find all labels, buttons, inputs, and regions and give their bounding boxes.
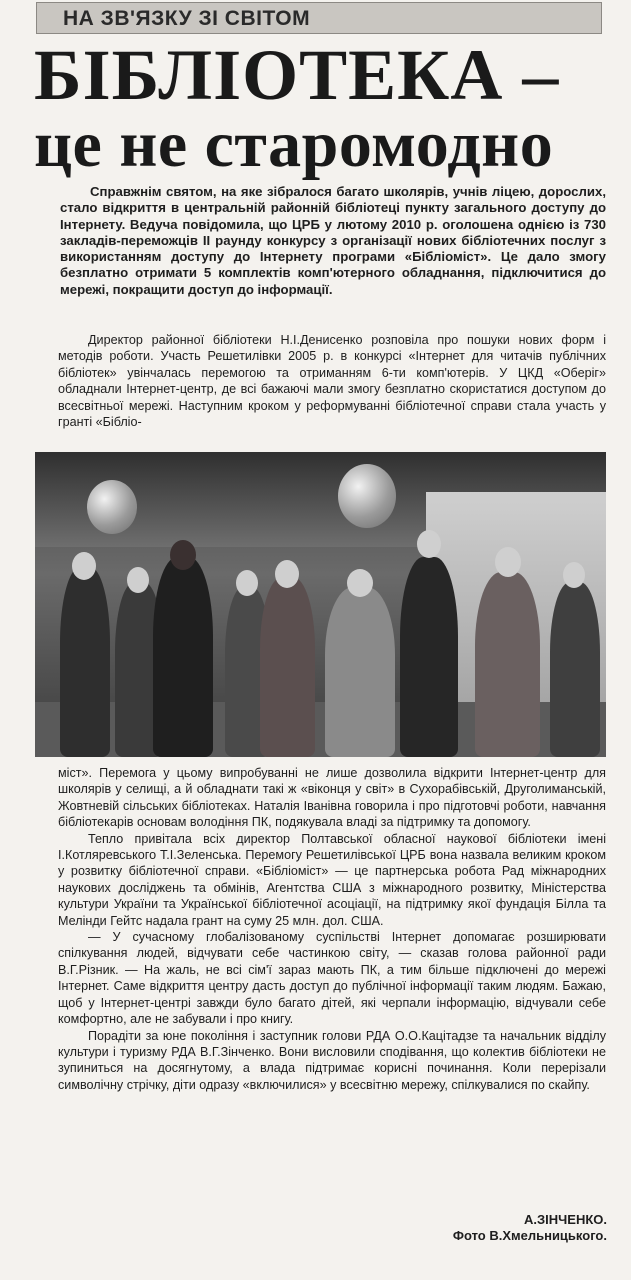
person-head xyxy=(495,547,521,577)
person-head xyxy=(275,560,299,588)
person-figure xyxy=(325,587,395,757)
author-signature: А.ЗІНЧЕНКО. xyxy=(524,1212,607,1227)
photo-credit: Фото В.Хмельницького. xyxy=(452,1228,607,1243)
body-column-top xyxy=(58,332,606,430)
person-head xyxy=(72,552,96,580)
person-figure xyxy=(60,567,110,757)
body-column-bottom xyxy=(58,765,606,1093)
person-figure xyxy=(153,557,213,757)
body-paragraph: Тепло привітала всіх директор Полтавської обласної наукової бібліотеки імені І.Котляревського Т.І.Зеленська. Перемогу Решетилівської ЦРБ вона назвала великим кроком у розвитку бібліотечної справи. «Бібліоміст» — це партнерська робота Рад міжнародних наукових досліджень та обмінів, Агентства США з міжнародного розвитку, Міністерства культури України та Української бібліотечної асоціації, на підтримку якої фундація Білла та Мелінди Гейтс надала грант на суму 25 млн. дол. США. xyxy=(58,831,606,928)
headline-line-2: це не старомодно xyxy=(34,108,554,181)
signature-block xyxy=(453,1212,607,1244)
person-figure xyxy=(550,582,600,757)
section-rubric: НА ЗВ'ЯЗКУ ЗІ СВІТОМ xyxy=(63,7,311,30)
lead-paragraph: Справжнім святом, на яке зібралося багато школярів, учнів ліцею, дорослих, стало відкриття в центральній районній бібліотеці пункту загального доступу до Інтернету. Ведуча повідомила, що ЦРБ у лютому 2010 р. оголошена однією із 730 закладів-переможців II раунду конкурсу з організації нових бібліотечних послуг з використанням доступу до Інтернету програми «Бібліоміст». Це дало змогу безплатно отримати 5 комплектів комп'ютерного обладнання, підключитися до мережі, покращити доступ до інформації. xyxy=(60,184,606,297)
body-paragraph: Порадіти за юне покоління і заступник голови РДА О.О.Кацітадзе та начальник відділу культури і туризму РДА В.Г.Зінченко. Вони висловили сподівання, що колектив бібліотеки не зупиниться на досягнутому, а влада підтримає корисні починання. Коли перерізали символічну стрічку, діти одразу «включилися» у всесвітню мережу, спілкувалися по скайпу. xyxy=(58,1028,606,1092)
person-head xyxy=(236,570,258,596)
headline-line-1: БІБЛІОТЕКА – xyxy=(34,35,560,115)
balloon-center xyxy=(338,464,396,528)
section-rubric-bar xyxy=(36,2,602,34)
person-figure xyxy=(400,557,458,757)
balloon-left xyxy=(87,480,137,534)
person-head xyxy=(127,567,149,593)
person-head xyxy=(170,540,196,570)
body-paragraph: Директор районної бібліотеки Н.І.Денисенко розповіла про пошуки нових форм і методів роботи. Участь Решетилівки 2005 р. в конкурсі «Інтернет для читачів публічних бібліотек» увінчалась перемогою та отриманням 6-ти комп'ютерів. У ЦКД «Оберіг» обладнали Інтернет-центр, де всі бажаючі мали змогу безплатно скористатися доступом до всесвітньої мережі. Наступним кроком у реформуванні бібліотечної справи стала участь у гранті «Бібліо- xyxy=(58,333,606,430)
person-head xyxy=(417,530,441,558)
person-figure xyxy=(260,577,315,757)
person-figure xyxy=(475,572,540,757)
person-head xyxy=(347,569,373,597)
body-paragraph: міст». Перемога у цьому випробуванні не лише дозволила відкрити Інтернет-центр для школярів у селищі, а й обладнати такі ж «віконця у світ» в Сухорабівській, Друголиманській, Жовтневій сільських бібліотеках. Наталія Іванівна говорила і про підготовчі роботи, навчання бібліотекарів основам володіння ПК, подякувала владі за підтримку та допомогу. xyxy=(58,766,606,830)
body-paragraph: — У сучасному глобалізованому суспільстві Інтернет допомагає розширювати спілкування людей, відчувати себе частинкою світу, — сказав голова районної ради В.Г.Різник. — На жаль, не всі сім'ї зараз мають ПК, а тим більше підключені до мережі Інтернет. Саме відкриття центру дасть доступ до публічної інформації таким людям. Бажаю, щоб у Інтернет-центрі завжди було багато дітей, які черпали інформацію, відчували себе комфортно, але не забували і про книгу. xyxy=(58,930,606,1027)
person-head xyxy=(563,562,585,588)
article-photo xyxy=(35,452,606,757)
